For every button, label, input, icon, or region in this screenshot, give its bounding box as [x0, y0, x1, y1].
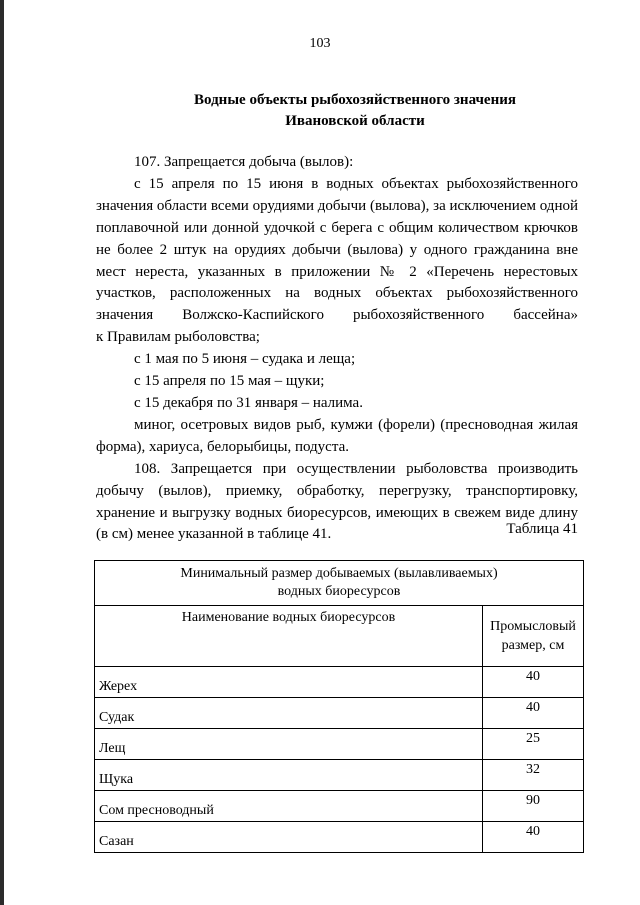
- min-size-table: [94, 560, 584, 853]
- paragraph-protected-species: миног, осетровых видов рыб, кумжи (форели) (пресноводная жилая форма), хариуса, белорыбицы, подуста.: [96, 416, 578, 455]
- column-header-size-line-1: Промысловый: [490, 619, 576, 634]
- table-row: [95, 698, 584, 729]
- species-size: 90: [483, 791, 584, 822]
- table-title-line-2: водных биоресурсов: [277, 584, 401, 599]
- paragraph-107: 107. Запрещается добыча (вылов):: [134, 154, 354, 170]
- page-number: 103: [309, 36, 331, 51]
- table-caption: Таблица 41: [506, 521, 578, 537]
- table-row: [95, 667, 584, 698]
- paragraph-pike: с 15 апреля по 15 мая – щуки;: [134, 373, 325, 390]
- species-size: 32: [483, 760, 584, 791]
- column-header-name: Наименование водных биоресурсов: [95, 606, 483, 667]
- table-row: [95, 760, 584, 791]
- table-row: [95, 791, 584, 822]
- scan-edge: [0, 0, 4, 905]
- species-name: Жерех: [95, 667, 483, 698]
- species-size: 40: [483, 822, 584, 853]
- paragraph-burbot: с 15 декабря по 31 января – налима.: [134, 394, 363, 411]
- species-size: 40: [483, 667, 584, 698]
- paragraph-rules-ref: к Правилам рыболовства;: [96, 329, 260, 346]
- body-text: [96, 152, 578, 546]
- section-heading: [0, 90, 640, 132]
- paragraph-zander-bream: с 1 мая по 5 июня – судака и леща;: [134, 351, 356, 368]
- species-size: 25: [483, 729, 584, 760]
- species-name: Сазан: [95, 822, 483, 853]
- table-row: [95, 729, 584, 760]
- species-name: Лещ: [95, 729, 483, 760]
- column-header-size: [483, 606, 584, 667]
- table-row: [95, 822, 584, 853]
- species-name: Сом пресноводный: [95, 791, 483, 822]
- table-title-line-1: Минимальный размер добываемых (вылавливаемых): [180, 566, 498, 581]
- species-name: Судак: [95, 698, 483, 729]
- species-size: 40: [483, 698, 584, 729]
- heading-line-2: Ивановской области: [285, 113, 425, 129]
- paragraph-108: 108. Запрещается при осуществлении рыболовства производить добычу (вылов), приемку, обработку, перегрузку, транспортировку, хранение и выгрузку водных биоресурсов, имеющих в свежем виде длину (в см) менее указанной в таблице 41.: [96, 460, 578, 543]
- heading-line-1: Водные объекты рыбохозяйственного значения: [194, 92, 516, 108]
- table-title: [95, 561, 584, 606]
- species-name: Щука: [95, 760, 483, 791]
- column-header-size-line-2: размер, см: [501, 638, 565, 653]
- paragraph-spawning-period: с 15 апреля по 15 июня в водных объектах рыбохозяйственного значения области всеми орудиями добычи (вылова), за исключением одной поплавочной или донной удочкой с берега с общим количеством крючков не более 2 штук на орудиях добычи (вылова) у одного гражданина вне мест нереста, указанных в приложении № 2 «Перечень нерестовых участков, расположенных на водных объектах рыбохозяйственного значения Волжско-Каспийского рыбохозяйственного бассейна»: [96, 175, 578, 324]
